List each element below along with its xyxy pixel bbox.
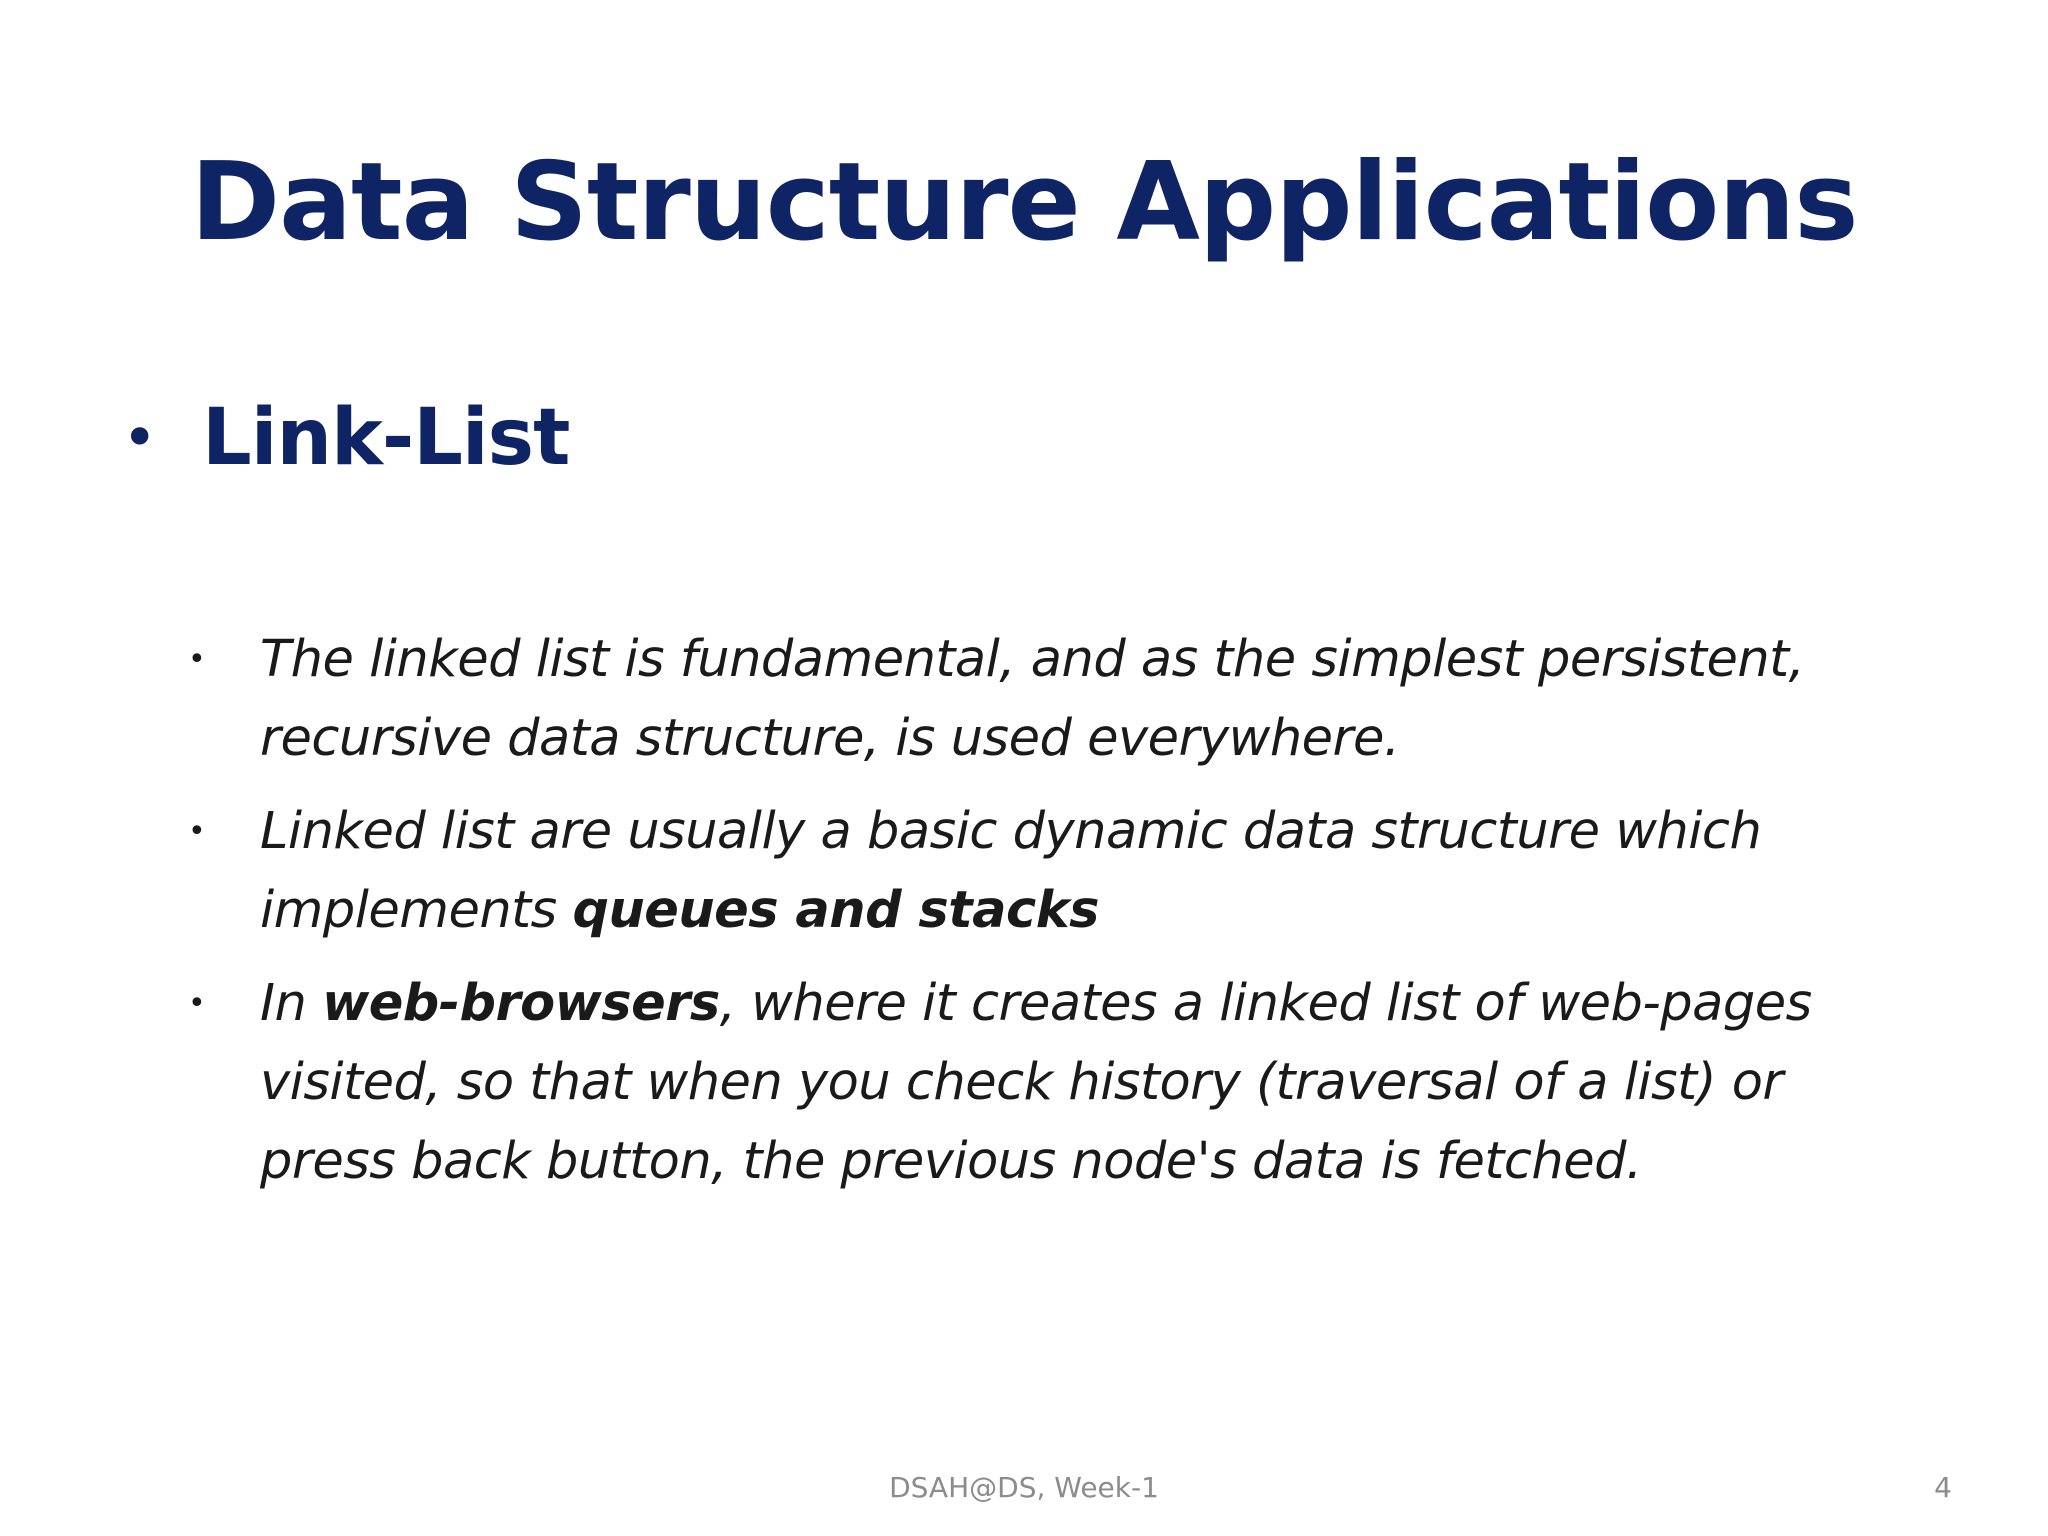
sub-bullet-text: [260, 964, 1880, 1201]
bullet-marker: •: [188, 814, 206, 849]
slide-title: Data Structure Applications: [190, 140, 1858, 265]
bullet-marker: •: [122, 403, 158, 473]
bold-text-run: queues and stacks: [572, 881, 1099, 940]
bullet-marker: •: [188, 642, 206, 677]
slide-footer: DSAH@DS, Week-1: [889, 1471, 1159, 1504]
text-run: , where it creates a linked list of web-pages visited, so that when you check history (traversal of a list) or press back button, the previous node's data is fetched.: [260, 974, 1812, 1191]
sub-bullet-list: [180, 620, 1880, 1215]
bullet-marker: •: [188, 986, 206, 1021]
bold-text-run: web-browsers: [322, 974, 720, 1033]
text-run: The linked list is fundamental, and as the simplest persistent, recursive data structure, is used everywhere.: [260, 630, 1805, 768]
sub-bullet-item: [180, 964, 1880, 1201]
sub-bullet-text: [260, 620, 1880, 778]
sub-bullet-text: [260, 792, 1880, 950]
main-bullet-label: Link-List: [202, 393, 570, 483]
sub-bullet-item: [180, 792, 1880, 950]
main-bullet: [122, 388, 569, 488]
text-run: In: [260, 974, 323, 1033]
text-run: Linked list are usually a basic dynamic data structure which implements: [260, 802, 1762, 940]
page-number: 4: [1934, 1471, 1952, 1504]
sub-bullet-item: [180, 620, 1880, 778]
